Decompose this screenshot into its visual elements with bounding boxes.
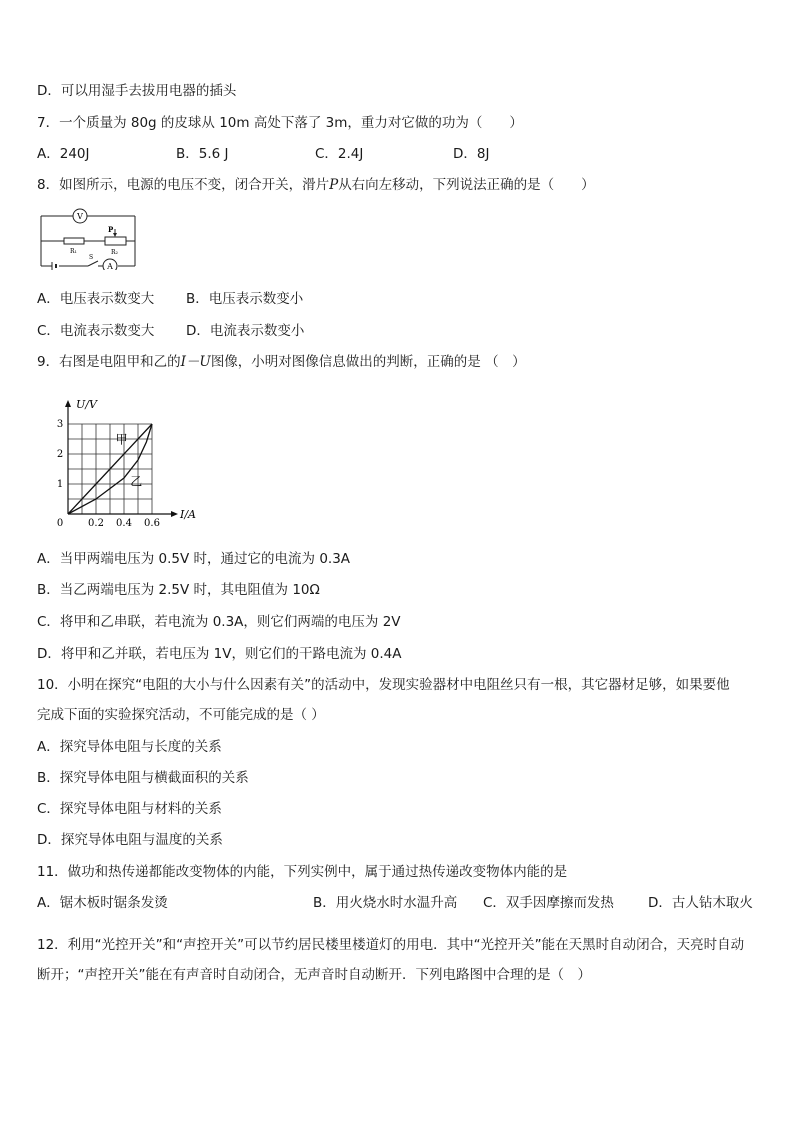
q8-stem-var: P xyxy=(329,177,339,193)
q9-option-c: C．将甲和乙串联，若电流为 0.3A，则它们两端的电压为 2V xyxy=(37,614,401,630)
q12-stem-line2: 断开；“声控开关”能在有声音时自动闭合，无声音时自动断开．下列电路图中合理的是（ ） xyxy=(37,967,591,983)
q9-stem-post: 图像，小明对图像信息做出的判断，正确的是 （ ） xyxy=(210,354,526,370)
q9-stem xyxy=(37,353,526,371)
y-axis-arrow xyxy=(65,400,71,407)
q9-option-b: B．当乙两端电压为 2.5V 时，其电阻值为 10Ω xyxy=(37,582,320,598)
x-axis-arrow xyxy=(171,511,178,517)
x-tick-label: 0.2 xyxy=(88,518,104,529)
q9-option-d: D．将甲和乙并联，若电压为 1V，则它们的干路电流为 0.4A xyxy=(37,646,402,662)
q12-stem-line1: 12．利用“光控开关”和“声控开关”可以节约居民楼里楼道灯的用电．其中“光控开关”能在天黑时自动闭合，天亮时自动 xyxy=(37,937,745,953)
q8-stem-post: 从右向左移动，下列说法正确的是（ ） xyxy=(338,177,595,193)
q11-option-b: B．用火烧水时水温升高 xyxy=(313,895,458,911)
q10-stem-line2: 完成下面的实验探究活动，不可能完成的是（ ） xyxy=(37,707,325,723)
y-tick-label: 2 xyxy=(56,449,64,460)
q11-option-a: A．锯木板时锯条发烫 xyxy=(37,895,168,911)
q7-option-d: D．8J xyxy=(453,146,490,162)
q8-circuit-diagram xyxy=(38,208,138,270)
y-tick-label: 3 xyxy=(56,419,64,430)
q7-option-b: B．5.6 J xyxy=(176,146,229,162)
q11-stem: 11．做功和热传递都能改变物体的内能，下列实例中，属于通过热传递改变物体内能的是 xyxy=(37,864,568,880)
series-label-yi: 乙 xyxy=(130,474,143,489)
switch-label: S xyxy=(89,254,94,261)
q11-option-d: D．古人钻木取火 xyxy=(648,895,753,911)
slider-label: P xyxy=(108,225,114,234)
y-tick-label: 1 xyxy=(56,479,64,490)
q10-option-b: B．探究导体电阻与横截面积的关系 xyxy=(37,770,249,786)
q7-option-a: A．240J xyxy=(37,146,90,162)
x-tick-label: 0.4 xyxy=(116,518,132,529)
q8-option-a: A．电压表示数变大 xyxy=(37,291,155,307)
q8-option-c: C．电流表示数变大 xyxy=(37,323,155,339)
series-label-jia: 甲 xyxy=(115,432,128,447)
q10-option-a: A．探究导体电阻与长度的关系 xyxy=(37,739,222,755)
y-axis-label: U/V xyxy=(76,398,97,411)
q10-option-c: C．探究导体电阻与材料的关系 xyxy=(37,801,222,817)
q8-option-d: D．电流表示数变小 xyxy=(186,323,305,339)
r1-label: R₁ xyxy=(70,248,77,255)
q10-stem-line1: 10．小明在探究“电阻的大小与什么因素有关”的活动中，发现实验器材中电阻丝只有一根，其它器材足够，如果要他 xyxy=(37,677,730,693)
q7-option-c: C．2.4J xyxy=(315,146,364,162)
q8-stem xyxy=(37,176,595,194)
r2-label: R₂ xyxy=(111,249,118,256)
q8-option-b: B．电压表示数变小 xyxy=(186,291,304,307)
q10-option-d: D．探究导体电阻与温度的关系 xyxy=(37,832,223,848)
x-tick-label: 0.6 xyxy=(144,518,160,529)
ammeter-label: A xyxy=(107,262,113,270)
q9-iu-chart xyxy=(52,394,202,530)
x-axis-label: I/A xyxy=(180,508,196,521)
q6-option-d: D．可以用湿手去拔用电器的插头 xyxy=(37,83,237,99)
voltmeter-label: V xyxy=(77,212,83,221)
origin-label: 0 xyxy=(56,518,64,529)
q8-stem-pre: 8．如图所示，电源的电压不变，闭合开关，滑片 xyxy=(37,177,330,193)
q7-stem: 7．一个质量为 80g 的皮球从 10m 高处下落了 3m，重力对它做的功为（ ） xyxy=(37,115,523,131)
q9-stem-var: I－U xyxy=(180,354,211,370)
q9-option-a: A．当甲两端电压为 0.5V 时，通过它的电流为 0.3A xyxy=(37,551,351,567)
q9-stem-pre: 9．右图是电阻甲和乙的 xyxy=(37,354,181,370)
q11-option-c: C．双手因摩擦而发热 xyxy=(483,895,614,911)
